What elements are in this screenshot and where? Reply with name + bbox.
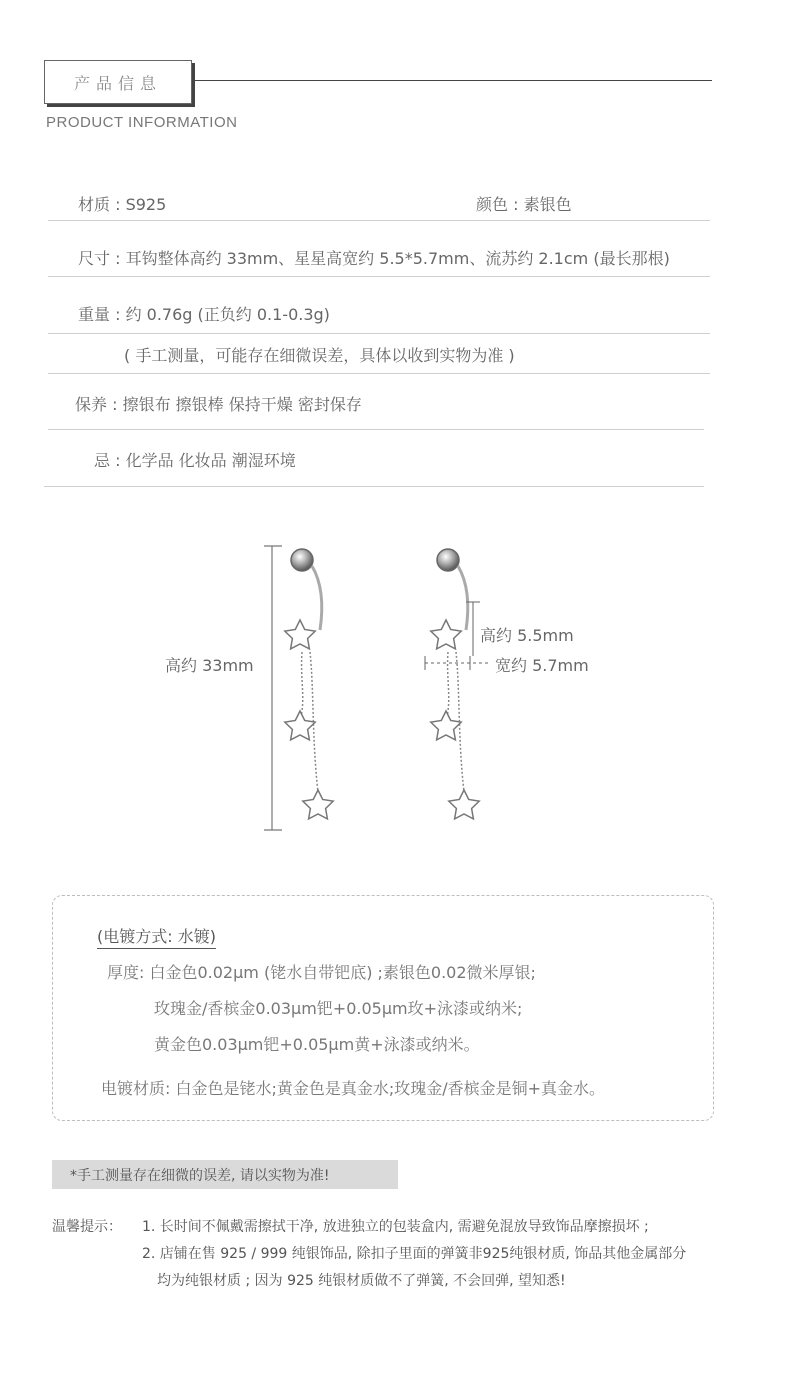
earrings-figure (0, 530, 800, 850)
info-row-weight-note (48, 333, 710, 374)
plating-line-1: 厚度: 白金色0.02μm (铑水自带钯底) ;素银色0.02微米厚银; (107, 963, 536, 982)
section-title: 产品信息 (73, 73, 162, 93)
size-text: 尺寸 : 耳钩整体高约 33mm、星星高宽约 5.5*5.7mm、流苏约 2.1cm (最长那根) (78, 249, 670, 268)
height-measure (264, 546, 282, 830)
plating-heading: (电镀方式: 水镀) (97, 924, 216, 949)
care-text: 保养 : 擦银布 擦银棒 保持干燥 密封保存 (75, 395, 362, 414)
left-earring (285, 549, 333, 819)
right-earring (431, 549, 479, 819)
tip-item-1: 1. 长时间不佩戴需擦拭干净, 放进独立的包装盒内, 需避免混放导致饰品摩擦损坏 ; (142, 1219, 649, 1235)
weight-text: 重量 : 约 0.76g (正负约 0.1-0.3g) (78, 305, 330, 324)
color-text: 颜色 : 素银色 (476, 195, 572, 214)
tip-item-2: 2. 店铺在售 925 / 999 纯银饰品, 除扣子里面的弹簧非925纯银材质, 饰品其他金属部分 (142, 1246, 687, 1262)
star-width-label: 宽约 5.7mm (495, 656, 589, 675)
height-label: 高约 33mm (165, 656, 254, 675)
material-text: 材质 : S925 (78, 195, 167, 214)
info-row-weight (48, 276, 710, 334)
section-title-box (44, 60, 192, 104)
plating-line-4: 电镀材质: 白金色是铑水;黄金色是真金水;玫瑰金/香槟金是铜+真金水。 (101, 1079, 606, 1098)
earrings-illustration (0, 530, 800, 850)
info-row-avoid (44, 429, 704, 487)
plating-info-box (52, 895, 714, 1121)
plating-line-3: 黄金色0.03μm钯+0.05μm黄+泳漆或纳米。 (154, 1035, 480, 1054)
plating-line-2: 玫瑰金/香槟金0.03μm钯+0.05μm玫+泳漆或纳米; (154, 999, 523, 1018)
info-row-size (48, 220, 710, 277)
section-title-en: PRODUCT INFORMATION (46, 114, 238, 131)
info-row-care (48, 373, 704, 430)
measurement-note-text: *手工测量存在细微的误差, 请以实物为准! (70, 1167, 330, 1184)
tip-item-2-cont: 均为纯银材质 ; 因为 925 纯银材质做不了弹簧, 不会回弹, 望知悉! (157, 1273, 566, 1289)
info-row-material (48, 180, 710, 221)
avoid-text: 忌 : 化学品 化妆品 潮湿环境 (94, 451, 296, 470)
weight-note-text: ( 手工测量，可能存在细微误差，具体以收到实物为准 ) (124, 346, 515, 365)
tips-label: 温馨提示： (52, 1219, 122, 1235)
measurement-note (52, 1160, 398, 1189)
title-divider (192, 80, 712, 81)
star-height-label: 高约 5.5mm (480, 626, 574, 645)
